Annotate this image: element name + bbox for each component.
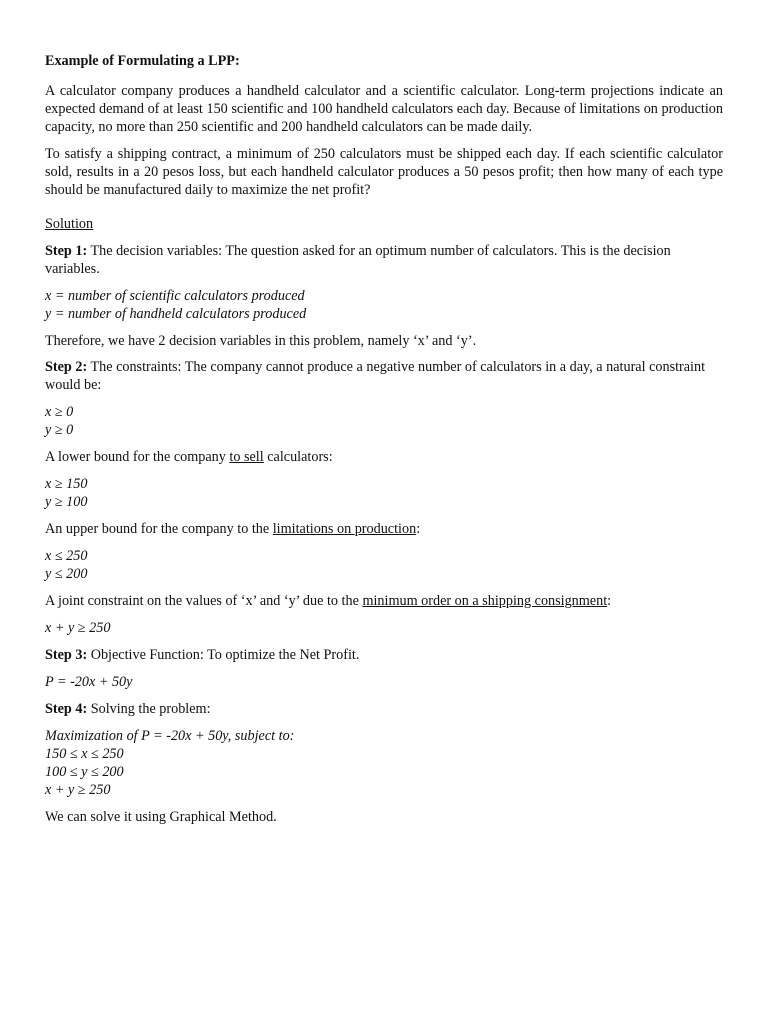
constraint-x-nonneg: x ≥ 0 bbox=[45, 404, 74, 420]
step-3-text: Objective Function: To optimize the Net Profit. bbox=[87, 647, 360, 663]
variable-y-definition: y = number of handheld calculators produced bbox=[45, 306, 307, 322]
intro-paragraph-1: A calculator company produces a handheld calculator and a scientific calculator. Long-term projections indicate an expected demand of at least 150 scientific and 100 handheld calculators each day. Because of limitations on production capacity, no more than 250 scientific and 200 handheld calculators can be made daily. bbox=[45, 83, 723, 135]
step-3-paragraph bbox=[45, 646, 723, 664]
step-4-text: Solving the problem: bbox=[87, 701, 211, 717]
constraint-y-lower: y ≥ 100 bbox=[45, 494, 88, 510]
lp-model-block bbox=[45, 727, 723, 799]
lower-bound-text: A lower bound for the company bbox=[45, 449, 230, 465]
joint-constraint-underlined: minimum order on a shipping consignment bbox=[362, 593, 608, 609]
step-2-paragraph bbox=[45, 358, 723, 394]
lp-model-joint: x + y ≥ 250 bbox=[45, 782, 111, 798]
lp-model-objective: Maximization of P = -20x + 50y, subject to: bbox=[45, 728, 295, 744]
step-4-label: Step 4: bbox=[45, 701, 88, 717]
upper-bound-text: An upper bound for the company to the bbox=[45, 521, 273, 537]
upper-bound-constraints bbox=[45, 547, 723, 583]
step-3-label: Step 3: bbox=[45, 647, 88, 663]
upper-bound-text-end: : bbox=[416, 521, 421, 537]
step-1-paragraph bbox=[45, 242, 723, 278]
lower-bound-text-end: calculators: bbox=[263, 449, 333, 465]
step-1-conclusion: Therefore, we have 2 decision variables in this problem, namely ‘x’ and ‘y’. bbox=[45, 333, 477, 349]
closing-sentence: We can solve it using Graphical Method. bbox=[45, 809, 277, 825]
intro-paragraph-2: To satisfy a shipping contract, a minimum of 250 calculators must be shipped each day. If each scientific calculator sold, results in a 20 pesos loss, but each handheld calculator produces a 50 pesos profit; then how many of each type should be manufactured daily to maximize the net profit? bbox=[45, 146, 723, 198]
document-title: Example of Formulating a LPP: bbox=[45, 53, 240, 69]
joint-constraint-text: A joint constraint on the values of ‘x’ and ‘y’ due to the bbox=[45, 593, 363, 609]
step-1-label: Step 1: bbox=[45, 243, 88, 259]
constraint-x-lower: x ≥ 150 bbox=[45, 476, 88, 492]
document-page bbox=[45, 52, 723, 826]
objective-function: P = -20x + 50y bbox=[45, 674, 133, 690]
constraint-y-nonneg: y ≥ 0 bbox=[45, 422, 74, 438]
nonnegativity-constraints bbox=[45, 403, 723, 439]
joint-constraint-text-end: : bbox=[607, 593, 612, 609]
variable-x-definition: x = number of scientific calculators produced bbox=[45, 288, 305, 304]
step-2-label: Step 2: bbox=[45, 359, 88, 375]
joint-constraint-intro bbox=[45, 592, 723, 610]
upper-bound-underlined: limitations on production bbox=[272, 521, 417, 537]
step-4-paragraph bbox=[45, 700, 723, 718]
constraint-x-upper: x ≤ 250 bbox=[45, 548, 88, 564]
lower-bound-intro bbox=[45, 448, 723, 466]
step-1-text: The decision variables: The question asked for an optimum number of calculators. This is the decision variables. bbox=[45, 243, 671, 277]
step-2-text: The constraints: The company cannot produce a negative number of calculators in a day, a natural constraint would be: bbox=[45, 359, 706, 393]
constraint-joint: x + y ≥ 250 bbox=[45, 620, 111, 636]
lower-bound-constraints bbox=[45, 475, 723, 511]
solution-heading: Solution bbox=[45, 216, 94, 232]
lp-model-y-range: 100 ≤ y ≤ 200 bbox=[45, 764, 124, 780]
decision-variables-block bbox=[45, 287, 723, 323]
constraint-y-upper: y ≤ 200 bbox=[45, 566, 88, 582]
upper-bound-intro bbox=[45, 520, 723, 538]
lower-bound-underlined: to sell bbox=[229, 449, 264, 465]
lp-model-x-range: 150 ≤ x ≤ 250 bbox=[45, 746, 124, 762]
